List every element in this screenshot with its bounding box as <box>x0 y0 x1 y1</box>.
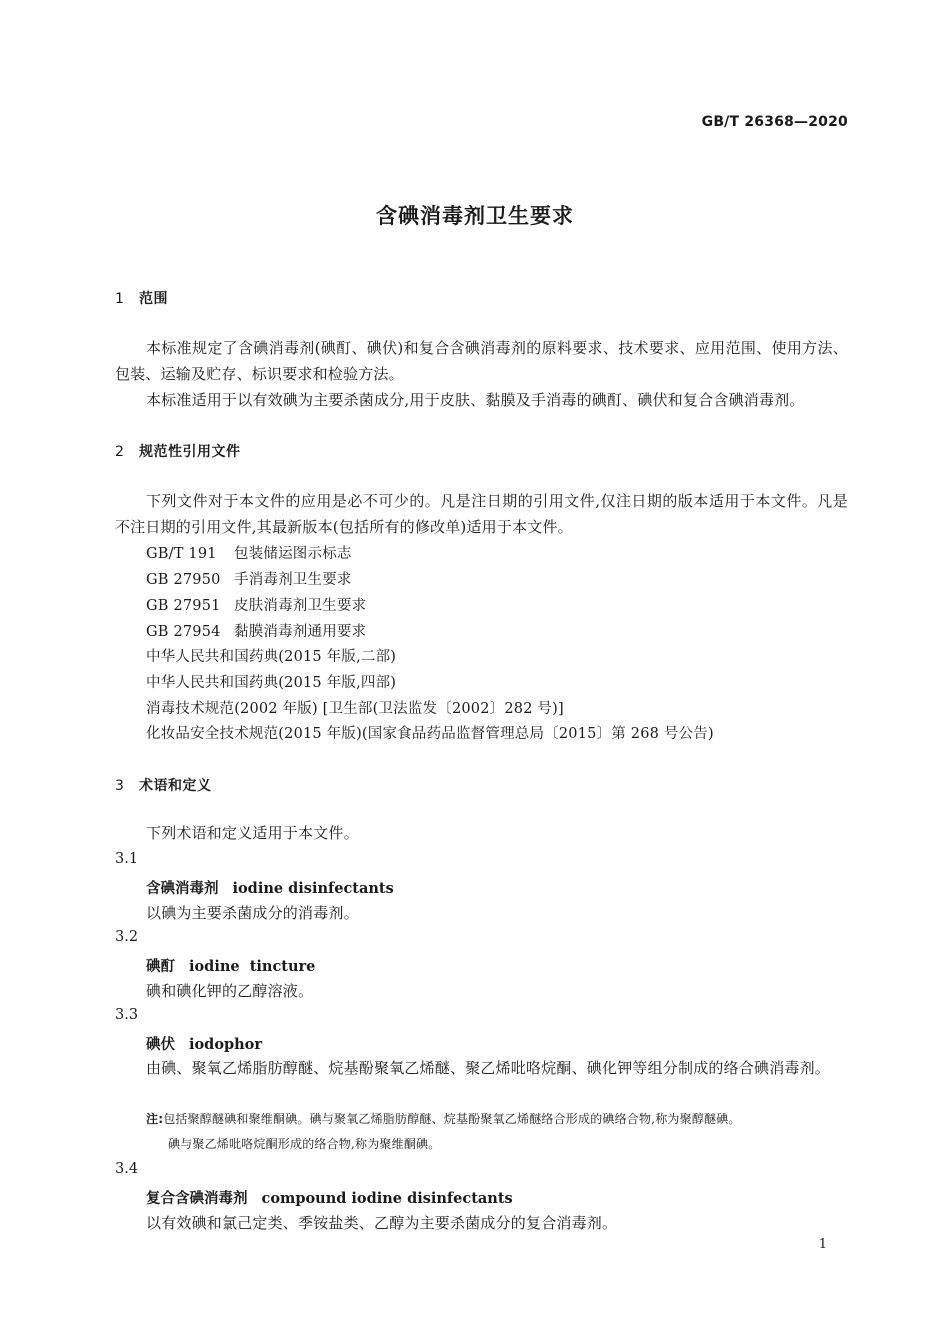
reference-item <box>146 594 366 615</box>
reference-item: 中华人民共和国药典(2015 年版,四部) <box>146 675 397 691</box>
reference-code: GB 27951 <box>146 598 221 614</box>
reference-item: 化妆品安全技术规范(2015 年版)(国家食品药品监督管理总局〔2015〕第 268 号公告) <box>146 726 714 742</box>
reference-item <box>146 620 366 641</box>
reference-item: 消毒技术规范(2002 年版) [卫生部(卫法监发〔2002〕282 号)] <box>146 701 564 717</box>
reference-title: 手消毒剂卫生要求 <box>234 572 352 588</box>
term-number: 3.2 <box>115 929 139 945</box>
document-title: 含碘消毒剂卫生要求 <box>376 204 574 228</box>
reference-code: GB 27954 <box>146 624 221 640</box>
scope-paragraph-2: 本标准适用于以有效碘为主要杀菌成分,用于皮肤、黏膜及手消毒的碘酊、碘伏和复合含碘消毒剂。 <box>146 391 805 409</box>
section-number: 2 <box>115 444 125 460</box>
reference-item: 中华人民共和国药典(2015 年版,二部) <box>146 649 397 665</box>
term-english: iodine tincture <box>189 958 316 975</box>
terms-intro-paragraph: 下列术语和定义适用于本文件。 <box>146 824 359 842</box>
reference-title: 黏膜消毒剂通用要求 <box>234 624 367 640</box>
reference-code: GB/T 191 <box>146 546 217 562</box>
section-3-heading <box>115 775 212 795</box>
section-title: 规范性引用文件 <box>139 444 241 460</box>
scope-paragraph-1: 本标准规定了含碘消毒剂(碘酊、碘伏)和复合含碘消毒剂的原料要求、技术要求、应用范围、使用方法、包装、运输及贮存、标识要求和检验方法。 <box>115 339 848 383</box>
term-definition-text: 由碘、聚氧乙烯脂肪醇醚、烷基酚聚氧乙烯醚、聚乙烯吡咯烷酮、碘化钾等组分制成的络合碘消毒剂。 <box>146 1059 831 1077</box>
term-heading <box>146 1187 513 1208</box>
term-english: iodine disinfectants <box>232 880 394 897</box>
reference-item <box>146 542 352 563</box>
section-1-heading <box>115 288 168 308</box>
term-definition: 以碘为主要杀菌成分的消毒剂。 <box>146 904 359 922</box>
section-title: 范围 <box>139 291 168 307</box>
note-label: 注: <box>146 1112 164 1126</box>
section-number: 1 <box>115 291 125 307</box>
section-2-heading <box>115 441 241 461</box>
term-definition: 碘和碘化钾的乙醇溶液。 <box>146 982 314 1000</box>
term-chinese: 含碘消毒剂 <box>146 881 219 897</box>
term-heading <box>146 1033 262 1054</box>
term-english: iodophor <box>189 1036 262 1053</box>
reference-title: 皮肤消毒剂卫生要求 <box>234 598 367 614</box>
term-english: compound iodine disinfectants <box>261 1190 513 1207</box>
reference-title: 包装储运图示标志 <box>234 546 352 562</box>
term-number: 3.4 <box>115 1161 139 1177</box>
term-heading <box>146 877 394 898</box>
term-number: 3.3 <box>115 1007 139 1023</box>
note-block <box>146 1107 851 1157</box>
note-line-1: 包括聚醇醚碘和聚维酮碘。碘与聚氧乙烯脂肪醇醚、烷基酚聚氧乙烯醚络合形成的碘络合物,称为聚醇醚碘。 <box>163 1112 741 1126</box>
term-number: 3.1 <box>115 851 139 867</box>
term-chinese: 碘伏 <box>146 1037 175 1053</box>
standard-code: GB/T 26368—2020 <box>701 114 848 130</box>
term-chinese: 碘酊 <box>146 959 175 975</box>
term-chinese: 复合含碘消毒剂 <box>146 1191 248 1207</box>
section-title: 术语和定义 <box>139 778 212 794</box>
term-definition: 以有效碘和氯己定类、季铵盐类、乙醇为主要杀菌成分的复合消毒剂。 <box>146 1214 618 1232</box>
term-definition <box>146 1055 848 1081</box>
reference-code: GB 27950 <box>146 572 221 588</box>
reference-item <box>146 568 352 589</box>
normative-intro-paragraph: 下列文件对于本文件的应用是必不可少的。凡是注日期的引用文件,仅注日期的版本适用于本文件。凡是不注日期的引用文件,其最新版本(包括所有的修改单)适用于本文件。 <box>115 492 848 536</box>
page-number: 1 <box>818 1237 827 1252</box>
term-heading <box>146 955 315 976</box>
note-line-2: 碘与聚乙烯吡咯烷酮形成的络合物,称为聚维酮碘。 <box>168 1137 441 1151</box>
section-number: 3 <box>115 778 125 794</box>
